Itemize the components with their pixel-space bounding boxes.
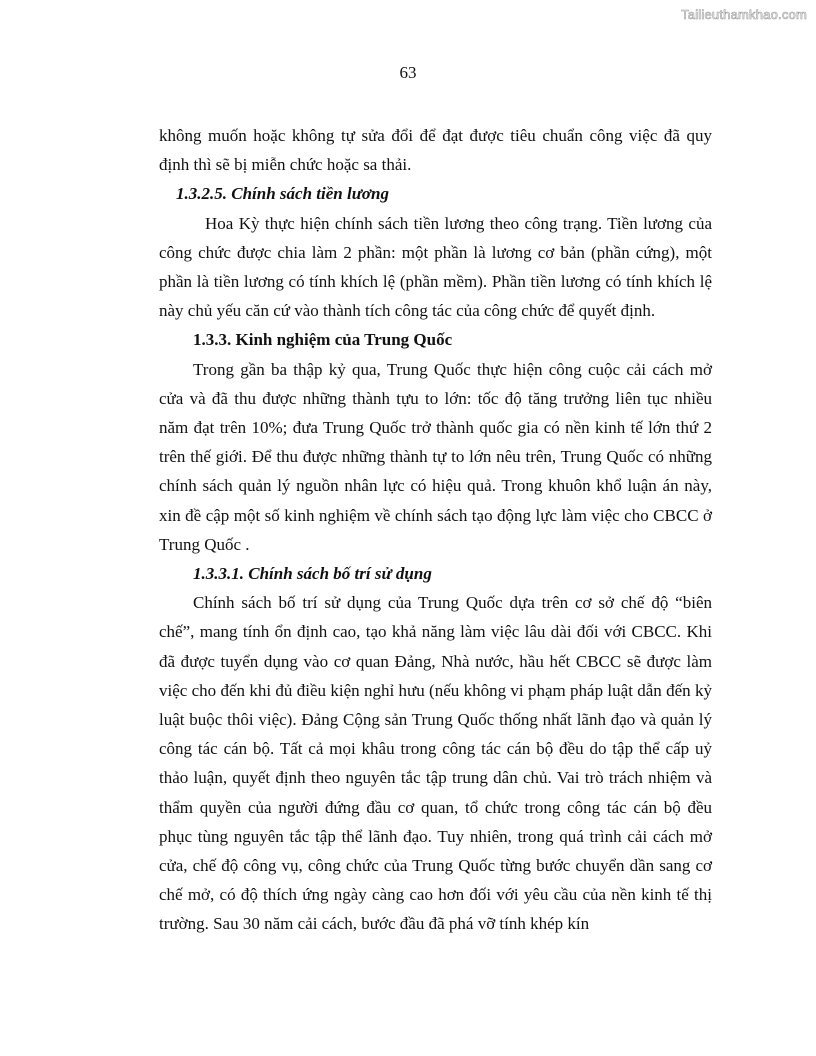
section-heading-assignment-policy: 1.3.3.1. Chính sách bố trí sử dụng [193, 564, 432, 584]
page-number: 63 [399, 63, 417, 82]
paragraph-assignment-policy: Chính sách bố trí sử dụng của Trung Quốc dựa trên cơ sở chế độ “biên chế”, mang tính ổn định cao, tạo khả năng làm việc lâu dài đối với CBCC. Khi đã được tuyển dụng vào cơ quan Đảng, Nhà nước, hầu hết CBCC sẽ được làm việc cho đến khi đủ điều kiện nghỉ hưu (nếu không vi phạm pháp luật dẫn đến kỷ luật buộc thôi việc). Đảng Cộng sản Trung Quốc thống nhất lãnh đạo và quản lý công tác cán bộ. Tất cả mọi khâu trong công tác cán bộ đều do tập thể cấp uỷ thảo luận, quyết định theo nguyên tắc tập trung dân chủ. Vai trò trách nhiệm và thẩm quyền của người đứng đầu cơ quan, tổ chức trong công tác cán bộ đều phục tùng nguyên tắc tập thể lãnh đạo. Tuy nhiên, trong quá trình cải cách mở cửa, chế độ công vụ, công chức của Trung Quốc từng bước chuyển dần sang cơ chế mở, có độ thích ứng ngày càng cao hơn đối với yêu cầu của nền kinh tế thị trường. Sau 30 năm cải cách, bước đầu đã phá vỡ tính khép kín [159, 593, 712, 934]
watermark-text: Tailieuthamkhao.com [681, 7, 807, 22]
section-heading-china-experience: 1.3.3. Kinh nghiệm của Trung Quốc [193, 330, 453, 350]
section-heading-salary-policy: 1.3.2.5. Chính sách tiền lương [176, 184, 389, 204]
document-body [159, 121, 712, 939]
paragraph-continuation: không muốn hoặc không tự sửa đổi để đạt được tiêu chuẩn công việc đã quy định thì sẽ bị miễn chức hoặc sa thải. [159, 126, 712, 175]
paragraph-china-experience: Trong gần ba thập kỷ qua, Trung Quốc thực hiện công cuộc cải cách mở cửa và đã thu được những thành tựu to lớn: tốc độ tăng trưởng liên tục nhiều năm đạt trên 10%; đưa Trung Quốc trở thành quốc gia có nền kinh tế lớn thứ 2 trên thế giới. Để thu được những thành tự to lớn nêu trên, Trung Quốc có những chính sách quản lý nguồn nhân lực có hiệu quả. Trong khuôn khổ luận án này, xin đề cập một số kinh nghiệm về chính sách tạo động lực làm việc cho CBCC ở Trung Quốc . [159, 359, 712, 554]
paragraph-salary-policy: Hoa Kỳ thực hiện chính sách tiền lương theo công trạng. Tiền lương của công chức được chia làm 2 phần: một phần là lương cơ bản (phần cứng), một phần là tiền lương có tính khích lệ (phần mềm). Phần tiền lương có tính khích lệ này chủ yếu căn cứ vào thành tích công tác của công chức để quyết định. [159, 213, 712, 321]
